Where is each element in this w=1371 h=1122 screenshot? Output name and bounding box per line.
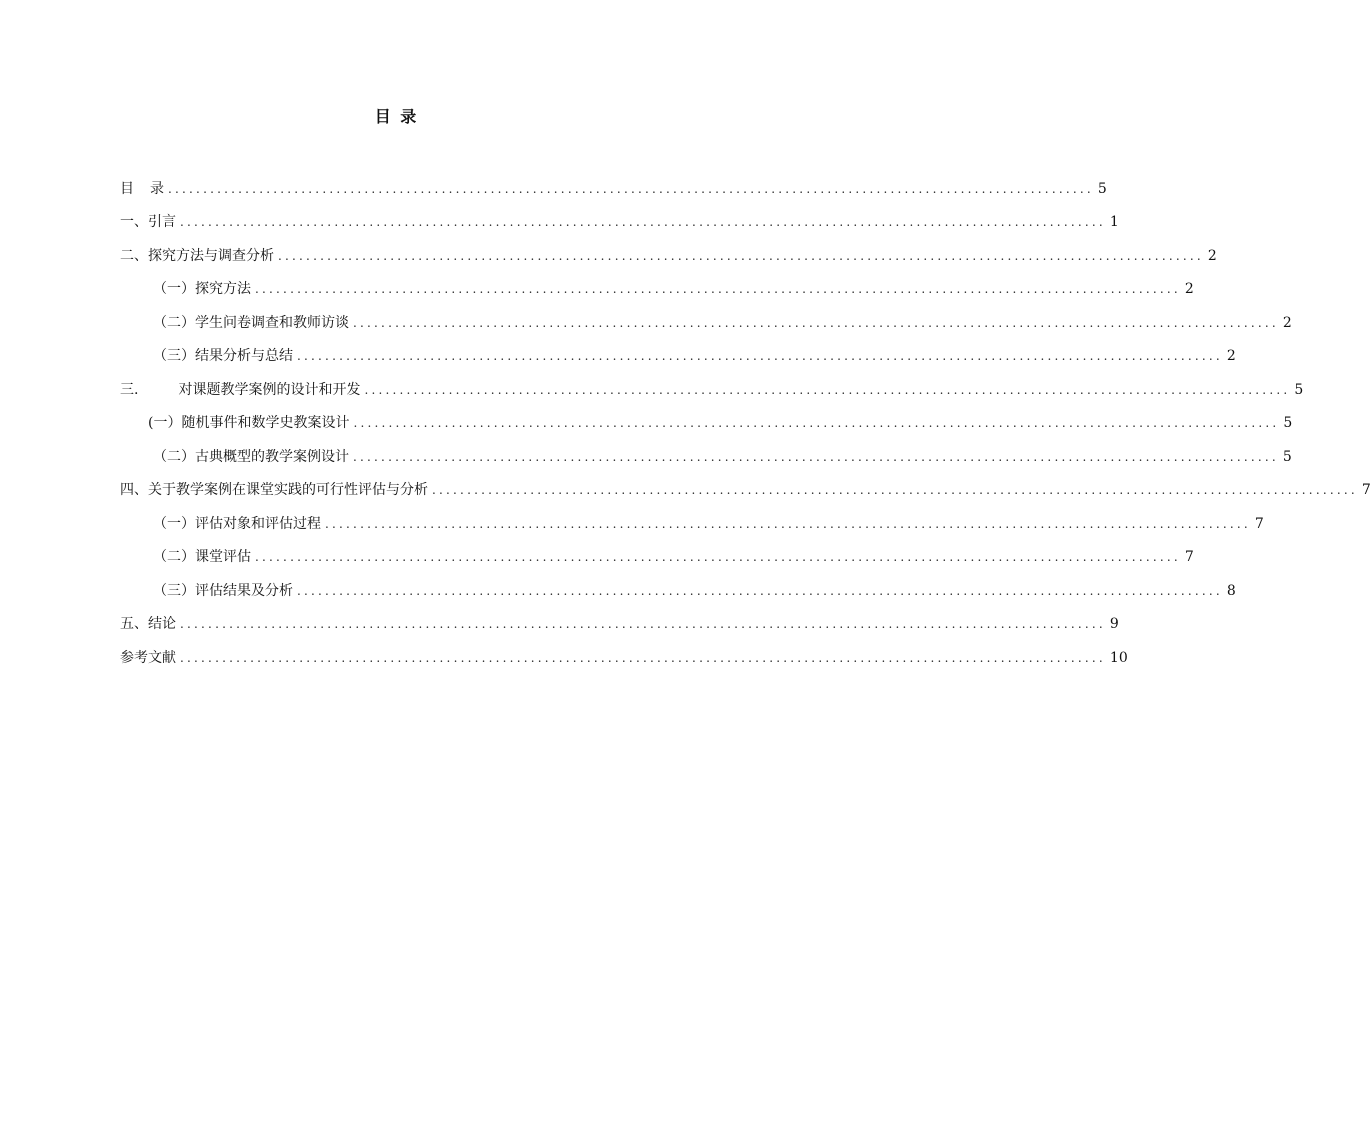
- toc-leader-dots: ....................................................................................................................................: [353, 315, 1279, 330]
- toc-entry-methods-2[interactable]: [120, 306, 1292, 340]
- toc-entry-label: 目 录: [120, 180, 164, 197]
- toc-page-number: 5: [1097, 180, 1107, 197]
- toc-page-number: 2: [1207, 247, 1217, 264]
- toc-entry-evaluation-2[interactable]: [120, 541, 1194, 575]
- toc-page-number: 5: [1282, 448, 1292, 465]
- toc-page-number: 8: [1226, 582, 1236, 599]
- toc-leader-dots: ....................................................................................................................................: [353, 416, 1280, 431]
- table-of-contents: [120, 172, 1371, 675]
- toc-leader-dots: ....................................................................................................................................: [180, 215, 1106, 230]
- toc-entry-label: 三. 对课题教学案例的设计和开发: [120, 381, 361, 398]
- toc-page-number: 5: [1283, 415, 1293, 432]
- toc-page-number: 10: [1109, 649, 1128, 666]
- toc-entry-label: （一）探究方法: [153, 281, 251, 298]
- toc-entry-label: 一、引言: [120, 214, 176, 231]
- toc-entry-label: 四、关于教学案例在课堂实践的可行性评估与分析: [120, 482, 428, 499]
- toc-entry-methods-1[interactable]: [120, 273, 1194, 307]
- toc-leader-dots: ....................................................................................................................................: [278, 248, 1204, 263]
- toc-entry-design-1[interactable]: [120, 407, 1293, 441]
- toc-entry-label: (一）随机事件和数学史教案设计: [148, 415, 350, 432]
- toc-entry-label: （二）学生问卷调查和教师访谈: [153, 314, 349, 331]
- toc-entry-conclusion[interactable]: [120, 608, 1119, 642]
- toc-page-number: 1: [1109, 214, 1119, 231]
- toc-page-number: 2: [1226, 348, 1236, 365]
- toc-page-number: 9: [1109, 616, 1119, 633]
- toc-entry-methods-3[interactable]: [120, 340, 1236, 374]
- toc-leader-dots: ....................................................................................................................................: [255, 550, 1181, 565]
- toc-entry-design[interactable]: [120, 373, 1304, 407]
- toc-leader-dots: ....................................................................................................................................: [353, 449, 1279, 464]
- toc-leader-dots: ....................................................................................................................................: [325, 516, 1251, 531]
- toc-entry-references[interactable]: [120, 641, 1128, 675]
- toc-entry-methods[interactable]: [120, 239, 1217, 273]
- toc-leader-dots: ....................................................................................................................................: [180, 617, 1106, 632]
- toc-entry-design-2[interactable]: [120, 440, 1292, 474]
- toc-entry-label: （三）结果分析与总结: [153, 348, 293, 365]
- toc-page-number: 2: [1184, 281, 1194, 298]
- toc-entry-introduction[interactable]: [120, 206, 1119, 240]
- toc-page-number: 7: [1184, 549, 1194, 566]
- toc-leader-dots: ....................................................................................................................................: [180, 650, 1106, 665]
- toc-entry-label: （三）评估结果及分析: [153, 582, 293, 599]
- toc-page-number: 2: [1282, 314, 1292, 331]
- toc-entry-label: 五、结论: [120, 616, 176, 633]
- page-title: 目 录: [374, 107, 419, 126]
- toc-leader-dots: ....................................................................................................................................: [297, 583, 1223, 598]
- toc-entry-evaluation-1[interactable]: [120, 507, 1264, 541]
- toc-leader-dots: ....................................................................................................................................: [432, 483, 1358, 498]
- toc-leader-dots: ....................................................................................................................................: [364, 382, 1291, 397]
- toc-entry-evaluation[interactable]: [120, 474, 1371, 508]
- toc-page-number: 5: [1294, 381, 1304, 398]
- toc-entry-label: （一）评估对象和评估过程: [153, 515, 321, 532]
- toc-entry-label: 二、探究方法与调查分析: [120, 247, 274, 264]
- toc-entry-label: 参考文献: [120, 649, 176, 666]
- toc-entry-evaluation-3[interactable]: [120, 574, 1236, 608]
- toc-entry-contents[interactable]: [120, 172, 1107, 206]
- toc-page-number: 7: [1254, 515, 1264, 532]
- toc-entry-label: （二）古典概型的教学案例设计: [153, 448, 349, 465]
- toc-entry-label: （二）课堂评估: [153, 549, 251, 566]
- toc-leader-dots: ....................................................................................................................................: [168, 181, 1094, 196]
- toc-leader-dots: ....................................................................................................................................: [297, 349, 1223, 364]
- toc-leader-dots: ....................................................................................................................................: [255, 282, 1181, 297]
- toc-page-number: 7: [1361, 482, 1371, 499]
